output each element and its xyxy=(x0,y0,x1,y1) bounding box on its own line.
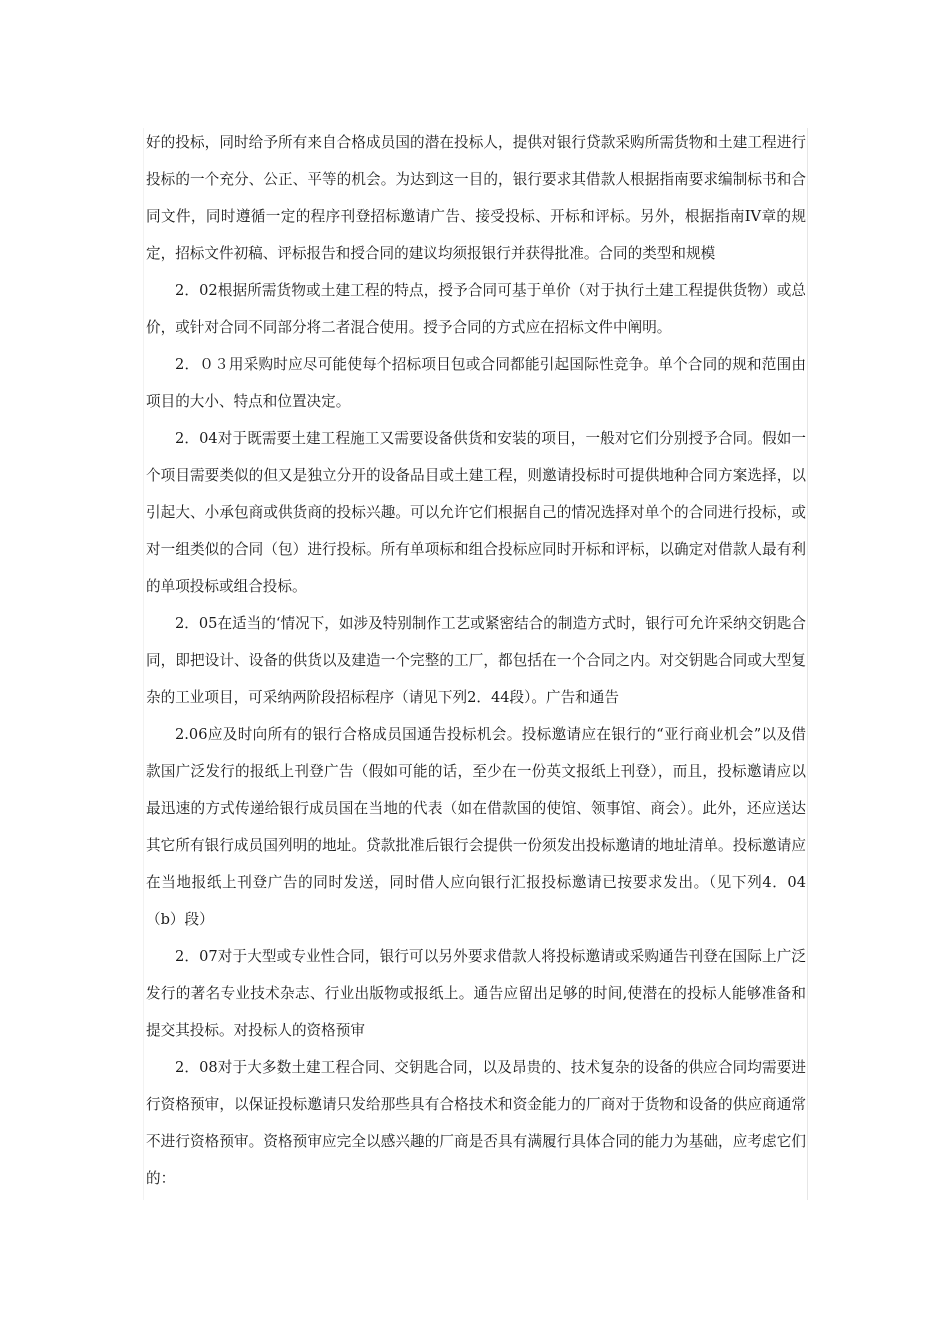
paragraph-2-02: 2．02根据所需货物或土建工程的特点，授予合同可基于单价（对于执行土建工程提供货物）或总价，或针对合同不同部分将二者混合使用。授予合同的方式应在招标文件中阐明。 xyxy=(146,282,806,336)
paragraph-2-03: 2．０３用采购时应尽可能使每个招标项目包或合同都能引起国际性竞争。单个合同的规和范围由项目的大小、特点和位置决定。 xyxy=(146,356,806,410)
paragraph-continuation: 好的投标，同时给予所有来自合格成员国的潜在投标人，提供对银行贷款采购所需货物和土建工程进行投标的一个充分、公正、平等的机会。为达到这一目的，银行要求其借款人根据指南要求编制标书和合同文件，同时遵循一定的程序刊登招标邀请广告、接受投标、开标和评标。另外，根据指南IV章的规定，招标文件初稿、评标报告和授合同的建议均须报银行并获得批准。合同的类型和规模 xyxy=(146,134,806,262)
right-margin-rule xyxy=(807,128,808,1200)
paragraph-2-04: 2．04对于既需要土建工程施工又需要设备供货和安装的项目，一般对它们分别授予合同。假如一个项目需要类似的但又是独立分开的设备品目或土建工程，则邀请投标时可提供地种合同方案选择，以引起大、小承包商或供货商的投标兴趣。可以允许它们根据自己的情况选择对单个的合同进行投标，或对一组类似的合同（包）进行投标。所有单项标和组合投标应同时开标和评标，以确定对借款人最有利的单项投标或组合投标。 xyxy=(146,430,806,595)
left-margin-rule xyxy=(143,128,144,1200)
paragraph-2-08: 2．08对于大多数土建工程合同、交钥匙合同，以及昂贵的、技术复杂的设备的供应合同均需要进行资格预审，以保证投标邀请只发给那些具有合格技术和资金能力的厂商对于货物和设备的供应商通常不进行资格预审。资格预审应完全以感兴趣的厂商是否具有满履行具体合同的能力为基础，应考虑它们的： xyxy=(146,1059,806,1187)
paragraph-2-05: 2．05在适当的‘情况下，如涉及特别制作工艺或紧密结合的制造方式时，银行可允许采纳交钥匙合同，即把设计、设备的供货以及建造一个完整的工厂，都包括在一个合同之内。对交钥匙合同或大型复杂的工业项目，可采纳两阶段招标程序（请见下列2．44段）。广告和通告 xyxy=(146,615,806,706)
paragraph-2-06: 2.06应及时向所有的银行合格成员国通告投标机会。投标邀请应在银行的“亚行商业机会”以及借款国广泛发行的报纸上刊登广告（假如可能的话，至少在一份英文报纸上刊登），而且，投标邀请应以最迅速的方式传递给银行成员国在当地的代表（如在借款国的使馆、领事馆、商会）。此外，还应送达其它所有银行成员国列明的地址。贷款批准后银行会提供一份须发出投标邀请的地址清单。投标邀请应在当地报纸上刊登广告的同时发送，同时借人应向银行汇报投标邀请已按要求发出。（见下列4．04（b）段） xyxy=(146,726,806,928)
paragraph-2-07: 2．07对于大型或专业性合同，银行可以另外要求借款人将投标邀请或采购通告刊登在国际上广泛发行的著名专业技术杂志、行业出版物或报纸上。通告应留出足够的时间,使潜在的投标人能够准备和提交其投标。对投标人的资格预审 xyxy=(146,948,806,1039)
document-body xyxy=(146,124,806,1197)
